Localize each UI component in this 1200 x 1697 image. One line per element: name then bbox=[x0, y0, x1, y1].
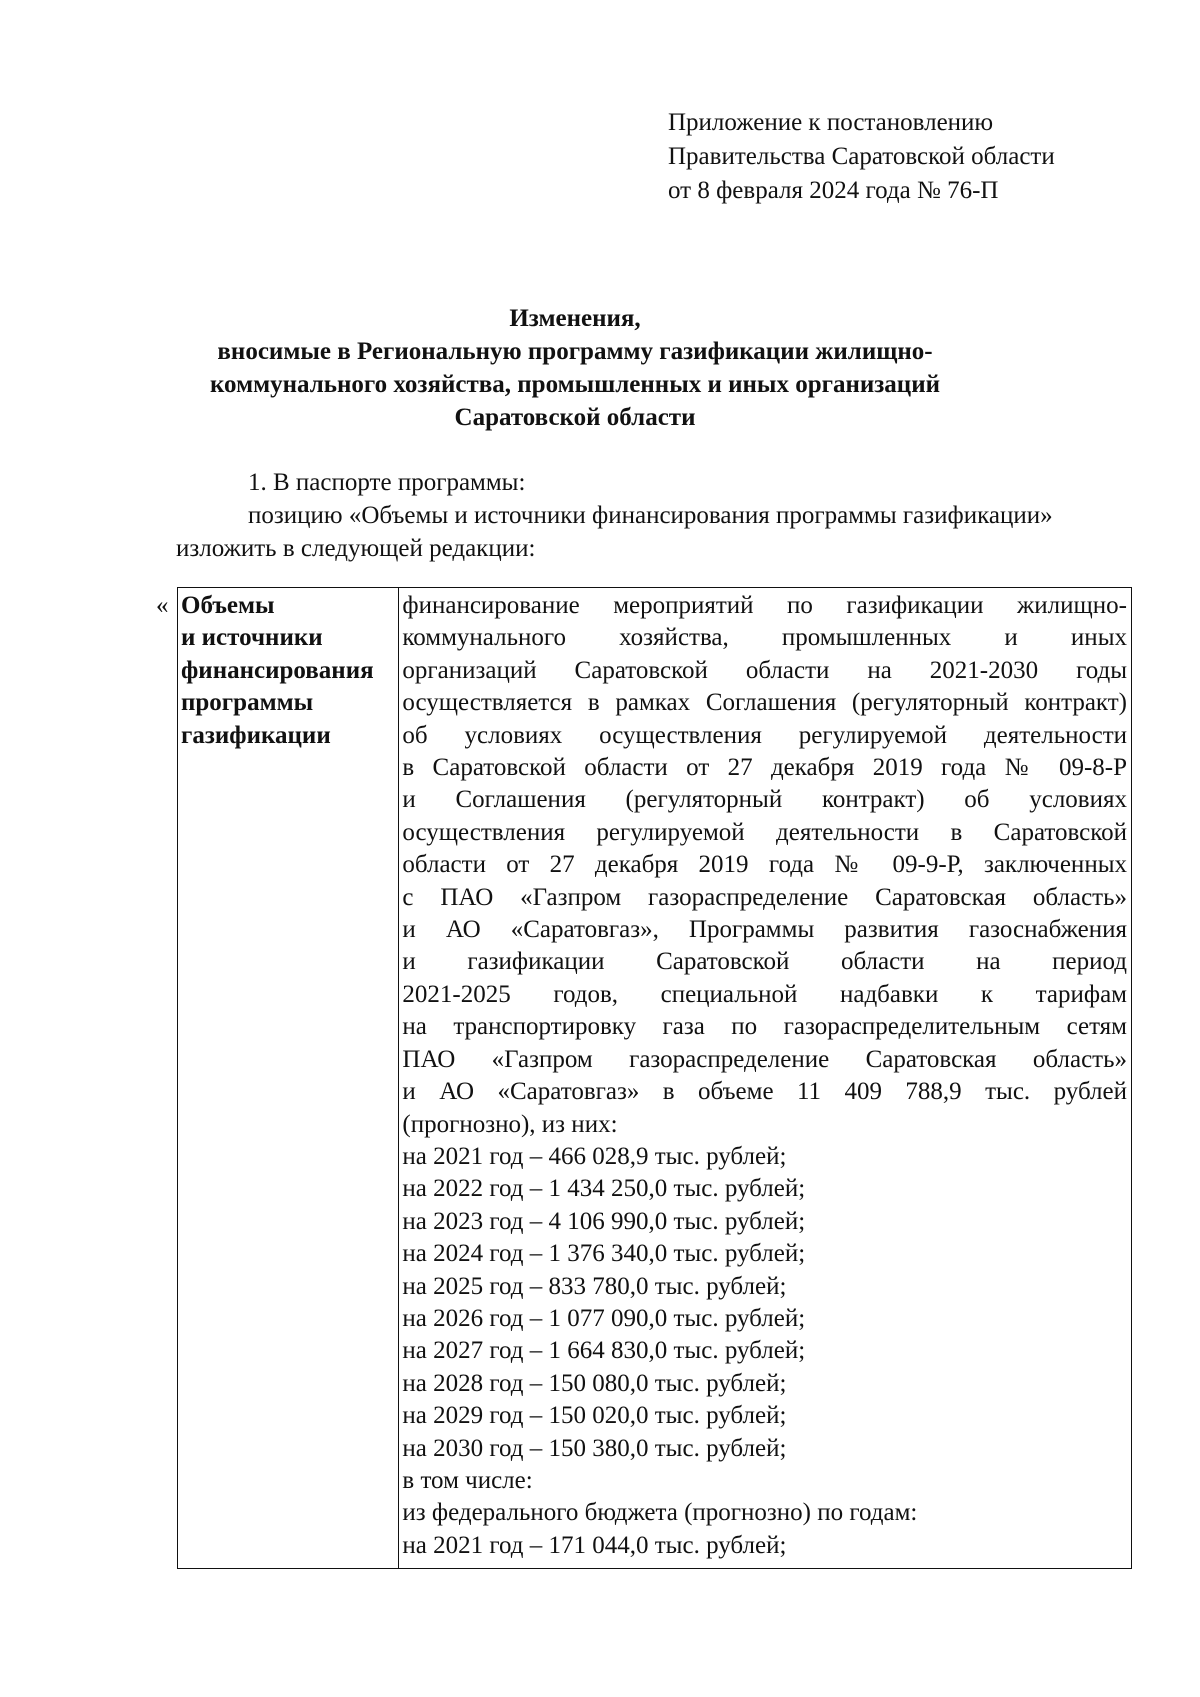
body-line: осуществляется в рамках Соглашения (регуляторный контракт) bbox=[402, 689, 1127, 717]
body-line: и Соглашения (регуляторный контракт) об условиях bbox=[402, 786, 1127, 814]
body-line: и АО «Саратовгаз» в объеме 11 409 788,9 тыс. рублей bbox=[402, 1078, 1127, 1106]
document-title bbox=[150, 302, 1000, 434]
title-line: коммунального хозяйства, промышленных и иных организаций bbox=[209, 371, 941, 398]
list-line: на 2024 год – 1 376 340,0 тыс. рублей; bbox=[402, 1240, 806, 1268]
list-line: на 2027 год – 1 664 830,0 тыс. рублей; bbox=[402, 1337, 806, 1365]
list-line: на 2021 год – 466 028,9 тыс. рублей; bbox=[402, 1142, 787, 1170]
body-line: области от 27 декабря 2019 года № 09-9-Р, заключенных bbox=[402, 851, 1127, 879]
position-title-line: газификации bbox=[181, 721, 331, 749]
intro-paragraph bbox=[176, 466, 1126, 565]
item-heading: 1. В паспорте программы: bbox=[248, 469, 526, 496]
body-line: организаций Саратовской области на 2021-2030 годы bbox=[402, 656, 1127, 684]
list-line: на 2029 год – 150 020,0 тыс. рублей; bbox=[402, 1402, 787, 1430]
appendix-header bbox=[668, 106, 1055, 208]
position-line: позицию «Объемы и источники финансирования программы газификации» bbox=[248, 502, 1053, 529]
body-line: финансирование мероприятий по газификации жилищно- bbox=[402, 592, 1127, 619]
opening-quote: « bbox=[156, 592, 169, 619]
title-line: вносимые в Региональную программу газификации жилищно- bbox=[217, 338, 933, 365]
list-line: на 2028 год – 150 080,0 тыс. рублей; bbox=[402, 1369, 787, 1397]
body-line: с ПАО «Газпром газораспределение Саратовская область» bbox=[402, 883, 1127, 911]
list-line: на 2021 год – 171 044,0 тыс. рублей; bbox=[402, 1531, 787, 1559]
position-title-line: и источники bbox=[181, 624, 323, 652]
edit-line: изложить в следующей редакции: bbox=[176, 535, 536, 562]
list-line: на 2022 год – 1 434 250,0 тыс. рублей; bbox=[402, 1175, 806, 1203]
list-line: из федерального бюджета (прогнозно) по годам: bbox=[402, 1499, 918, 1527]
body-line: об условиях осуществления регулируемой деятельности bbox=[402, 721, 1127, 749]
financing-description-cell bbox=[399, 588, 1132, 1569]
list-line: на 2030 год – 150 380,0 тыс. рублей; bbox=[402, 1434, 787, 1462]
appendix-line: от 8 февраля 2024 года № 76-П bbox=[668, 177, 999, 204]
list-line: (прогнозно), из них: bbox=[402, 1110, 618, 1138]
passport-table bbox=[177, 587, 1132, 1569]
position-title-line: программы bbox=[181, 689, 314, 717]
position-title-cell bbox=[178, 588, 399, 1569]
table-row bbox=[178, 588, 1132, 1569]
title-line: Изменения, bbox=[509, 305, 641, 332]
title-line: Саратовской области bbox=[454, 404, 696, 431]
list-line: в том числе: bbox=[402, 1466, 533, 1494]
body-line: 2021-2025 годов, специальной надбавки к тарифам bbox=[402, 980, 1127, 1008]
position-title-line: Объемы bbox=[181, 592, 275, 619]
body-line: на транспортировку газа по газораспределительным сетям bbox=[402, 1013, 1127, 1041]
body-line: в Саратовской области от 27 декабря 2019 года № 09-8-Р bbox=[402, 754, 1127, 782]
position-title-line: финансирования bbox=[181, 656, 374, 684]
body-line: коммунального хозяйства, промышленных и иных bbox=[402, 624, 1127, 652]
body-line: ПАО «Газпром газораспределение Саратовская область» bbox=[402, 1045, 1127, 1073]
body-line: и АО «Саратовгаз», Программы развития газоснабжения bbox=[402, 916, 1127, 944]
list-line: на 2023 год – 4 106 990,0 тыс. рублей; bbox=[402, 1207, 806, 1235]
appendix-line: Приложение к постановлению bbox=[668, 109, 994, 136]
appendix-line: Правительства Саратовской области bbox=[668, 143, 1055, 170]
body-line: и газификации Саратовской области на период bbox=[402, 948, 1127, 976]
list-line: на 2025 год – 833 780,0 тыс. рублей; bbox=[402, 1272, 787, 1300]
body-line: осуществления регулируемой деятельности в Саратовской bbox=[402, 818, 1127, 846]
list-line: на 2026 год – 1 077 090,0 тыс. рублей; bbox=[402, 1304, 806, 1332]
